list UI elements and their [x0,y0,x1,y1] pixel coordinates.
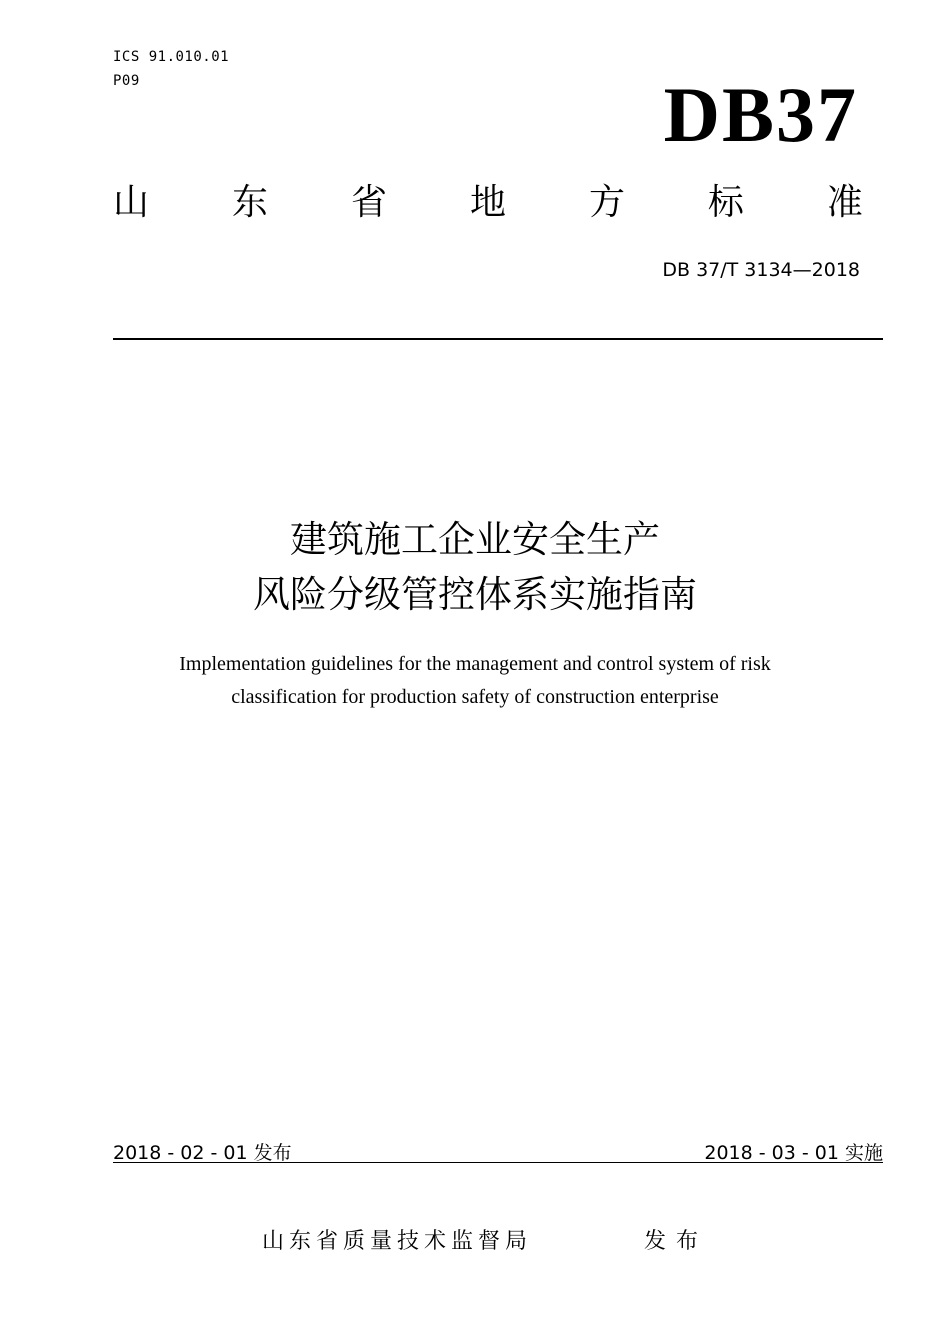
standard-type-char: 方 [588,182,625,223]
title-zh-line-2: 风险分级管控体系实施指南 [253,573,697,616]
implementation-date: 2018 - 03 - 01 实施 [704,1142,883,1164]
title-en-line-1: Implementation guidelines for the management and control system of risk [179,653,771,675]
standard-type-char: 山 [113,182,150,223]
standard-type-char: 东 [231,182,268,223]
title-zh-line-1: 建筑施工企业安全生产 [290,518,660,561]
ics-code: ICS 91.010.01 [113,49,230,65]
issuer-action: 发布 [644,1229,709,1254]
issuer-name: 山东省质量技术监督局 [262,1229,533,1254]
header-divider [113,338,883,340]
standard-type-char: 地 [469,182,506,223]
standard-type [113,182,863,223]
title-en-line-2: classification for production safety of construction enterprise [231,686,719,708]
standard-number: DB 37/T 3134—2018 [662,259,860,281]
standard-type-char: 准 [826,182,863,223]
classification-code: P09 [113,73,140,89]
issue-date: 2018 - 02 - 01 发布 [113,1142,292,1164]
standard-type-char: 标 [707,182,744,223]
standard-type-char: 省 [350,182,387,223]
db37-logo: DB37 [663,71,858,158]
footer-divider [113,1162,883,1163]
